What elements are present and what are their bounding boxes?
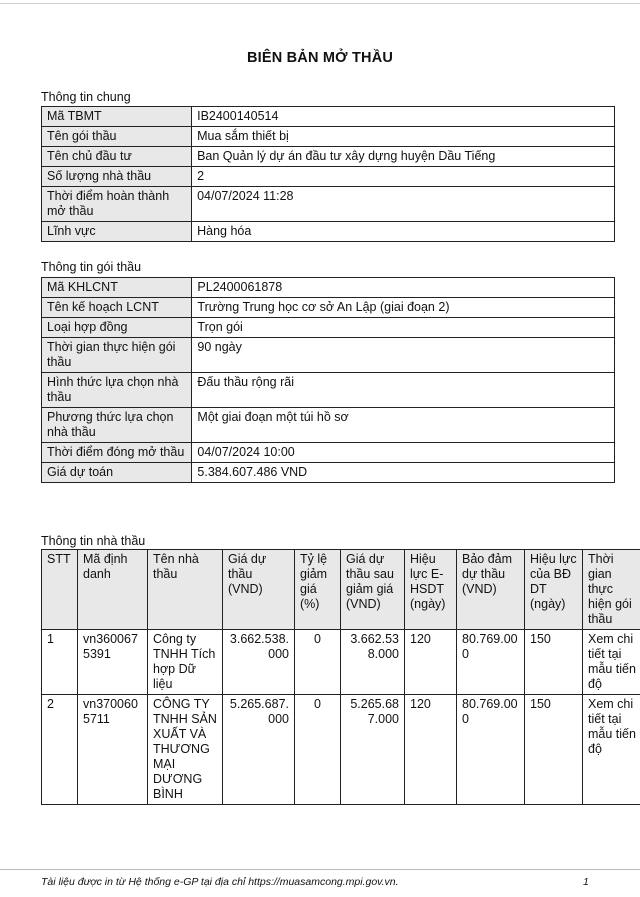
table-cell: 5.265.687.000 — [223, 695, 295, 805]
table-cell: CÔNG TY TNHH SẢN XUẤT VÀ THƯƠNG MẠI DƯƠNG BÌNH — [148, 695, 223, 805]
column-header: Hiệu lực của BĐ DT (ngày) — [525, 550, 583, 630]
footer-rule — [0, 869, 640, 870]
table-row — [42, 373, 615, 408]
table-header-row — [42, 550, 640, 630]
general-section-label: Thông tin chung — [41, 90, 131, 104]
table-row — [42, 278, 615, 298]
field-value: 5.384.607.486 VND — [192, 463, 615, 483]
top-rule — [0, 3, 640, 4]
column-header: Giá dự thầu (VND) — [223, 550, 295, 630]
page-title: BIÊN BẢN MỞ THẦU — [246, 50, 394, 66]
contractors-table — [41, 549, 640, 805]
package-info-table — [41, 277, 615, 483]
field-label: Hình thức lựa chọn nhà thầu — [42, 373, 192, 408]
table-cell: 0 — [295, 695, 341, 805]
package-section-label: Thông tin gói thầu — [41, 260, 142, 274]
general-info-table — [41, 106, 615, 242]
table-row — [42, 107, 615, 127]
field-label: Tên gói thầu — [42, 127, 192, 147]
table-cell: 150 — [525, 695, 583, 805]
field-value: Trọn gói — [192, 318, 615, 338]
table-row — [42, 408, 615, 443]
page-number: 1 — [583, 876, 589, 888]
table-row — [42, 127, 615, 147]
column-header: STT — [42, 550, 78, 630]
field-value: Một giai đoạn một túi hồ sơ — [192, 408, 615, 443]
table-cell: 2 — [42, 695, 78, 805]
table-row — [42, 147, 615, 167]
field-label: Phương thức lựa chọn nhà thầu — [42, 408, 192, 443]
field-value: Mua sắm thiết bị — [192, 127, 615, 147]
table-cell: Công ty TNHH Tích hợp Dữ liệu — [148, 630, 223, 695]
field-label: Tên chủ đầu tư — [42, 147, 192, 167]
contractors-section-label: Thông tin nhà thầu — [41, 534, 146, 548]
field-label: Thời gian thực hiện gói thầu — [42, 338, 192, 373]
table-row — [42, 187, 615, 222]
field-label: Mã TBMT — [42, 107, 192, 127]
column-header: Giá dự thầu sau giảm giá (VND) — [341, 550, 405, 630]
table-cell: Xem chi tiết tại mẫu tiến độ — [583, 630, 640, 695]
table-row — [42, 167, 615, 187]
table-row — [42, 695, 640, 805]
column-header: Hiệu lực E-HSDT (ngày) — [405, 550, 457, 630]
field-value: 2 — [192, 167, 615, 187]
table-cell: 1 — [42, 630, 78, 695]
table-cell: 120 — [405, 695, 457, 805]
table-cell: 3.662.538.000 — [223, 630, 295, 695]
field-value: Ban Quản lý dự án đầu tư xây dựng huyện Dầu Tiếng — [192, 147, 615, 167]
table-row — [42, 318, 615, 338]
table-cell: vn3600675391 — [78, 630, 148, 695]
column-header: Thời gian thực hiện gói thầu — [583, 550, 640, 630]
table-cell: vn3700605711 — [78, 695, 148, 805]
table-row — [42, 298, 615, 318]
field-value: 90 ngày — [192, 338, 615, 373]
column-header: Bảo đảm dự thầu (VND) — [457, 550, 525, 630]
field-value: Đấu thầu rộng rãi — [192, 373, 615, 408]
column-header: Tỷ lệ giảm giá (%) — [295, 550, 341, 630]
table-cell: 150 — [525, 630, 583, 695]
field-label: Lĩnh vực — [42, 222, 192, 242]
column-header: Tên nhà thầu — [148, 550, 223, 630]
table-cell: Xem chi tiết tại mẫu tiến độ — [583, 695, 640, 805]
field-label: Thời điểm đóng mở thầu — [42, 443, 192, 463]
field-label: Loại hợp đồng — [42, 318, 192, 338]
column-header: Mã định danh — [78, 550, 148, 630]
table-row — [42, 463, 615, 483]
field-value: 04/07/2024 10:00 — [192, 443, 615, 463]
field-value: 04/07/2024 11:28 — [192, 187, 615, 222]
table-cell: 80.769.000 — [457, 695, 525, 805]
field-value: Hàng hóa — [192, 222, 615, 242]
table-cell: 80.769.000 — [457, 630, 525, 695]
field-label: Tên kế hoạch LCNT — [42, 298, 192, 318]
table-cell: 3.662.538.000 — [341, 630, 405, 695]
table-row — [42, 338, 615, 373]
table-row — [42, 222, 615, 242]
field-label: Số lượng nhà thầu — [42, 167, 192, 187]
field-value: IB2400140514 — [192, 107, 615, 127]
field-value: Trường Trung học cơ sở An Lập (giai đoạn 2) — [192, 298, 615, 318]
table-row — [42, 630, 640, 695]
table-cell: 5.265.687.000 — [341, 695, 405, 805]
field-label: Giá dự toán — [42, 463, 192, 483]
table-cell: 120 — [405, 630, 457, 695]
field-value: PL2400061878 — [192, 278, 615, 298]
footer-text: Tài liệu được in từ Hệ thống e-GP tại địa chỉ https://muasamcong.mpi.gov.vn. — [41, 876, 399, 888]
field-label: Thời điểm hoàn thành mở thầu — [42, 187, 192, 222]
table-cell: 0 — [295, 630, 341, 695]
table-row — [42, 443, 615, 463]
field-label: Mã KHLCNT — [42, 278, 192, 298]
